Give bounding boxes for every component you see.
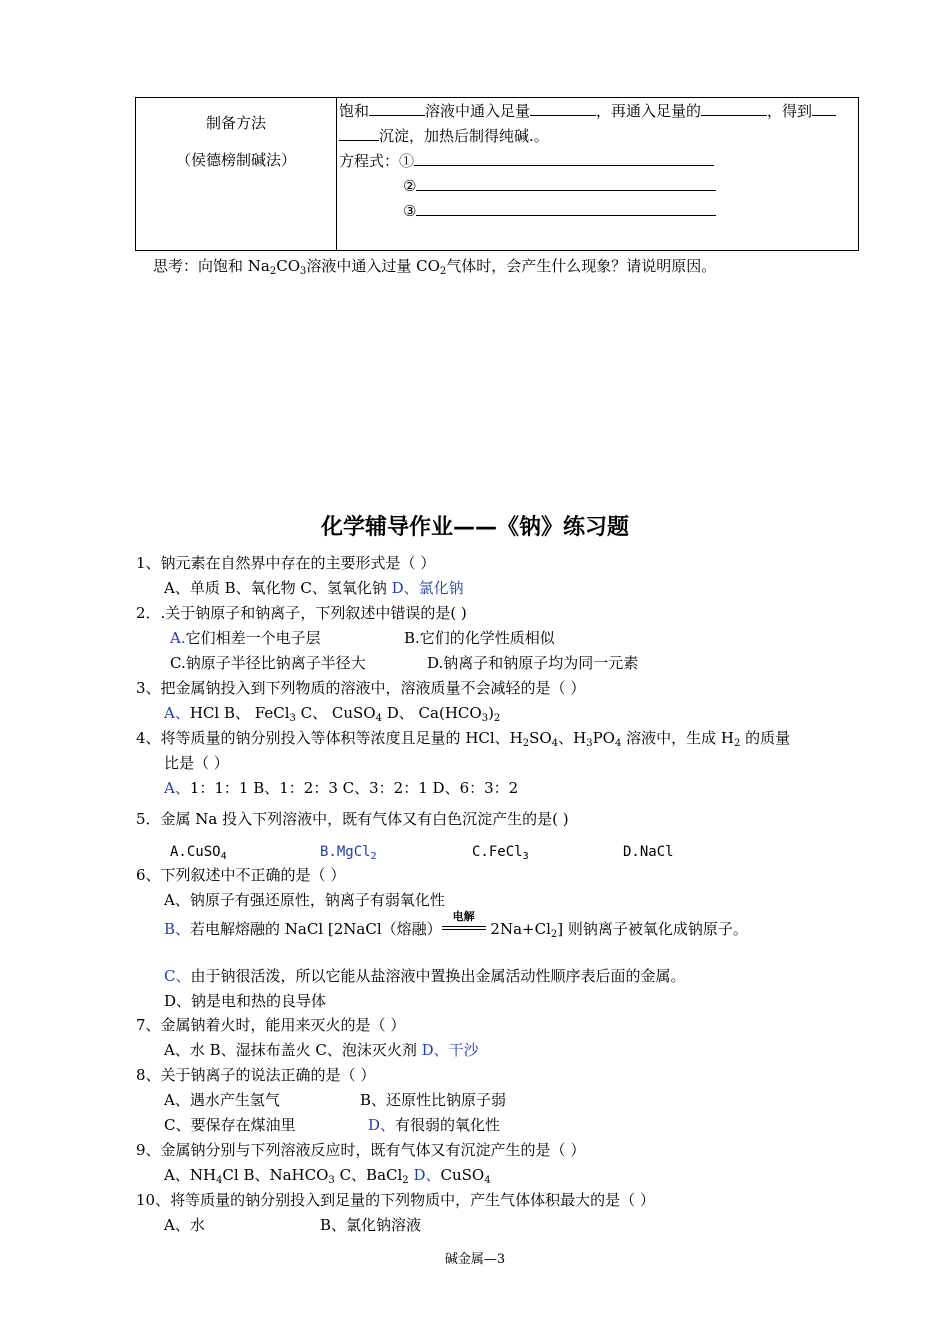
- q8-option-c: C、要保存在煤油里: [164, 1116, 296, 1134]
- q9-stem: 9、金属钠分别与下列溶液反应时，既有气体又有沉淀产生的是（ ）: [136, 1141, 586, 1159]
- q6-option-d: D、钠是电和热的良导体: [164, 992, 327, 1010]
- blank[interactable]: [530, 101, 596, 116]
- q10-option-b: B、氯化钠溶液: [320, 1216, 422, 1234]
- q3-stem: 3、把金属钠投入到下列物质的溶液中，溶液质量不会减轻的是（ ）: [136, 679, 586, 697]
- method-cell: [136, 98, 337, 251]
- content-line1: 饱和 溶液中通入足量 ，再通入足量的 ，得到: [339, 101, 836, 121]
- q5-option-d: D.NaCl: [623, 844, 674, 860]
- q4-stem-2: 比是（ ）: [164, 754, 229, 772]
- q1-stem: 1、钠元素在自然界中存在的主要形式是（ ）: [136, 554, 436, 572]
- q2-option-a: A.它们相差一个电子层: [170, 629, 321, 647]
- q8-stem: 8、关于钠离子的说法正确的是（ ）: [136, 1066, 376, 1084]
- blank[interactable]: [369, 101, 425, 116]
- page-footer: 碱金属—3: [444, 1252, 506, 1267]
- q7-options: A、水 B、湿抹布盖火 C、泡沫灭火剂 D、干沙: [164, 1041, 479, 1059]
- q5-option-b: B.MgCl$_2$: [320, 844, 377, 862]
- q10-stem: 10、将等质量的钠分别投入到足量的下列物质中，产生气体体积最大的是（ ）: [136, 1191, 655, 1209]
- q5-stem: 5．金属 Na 投入下列溶液中，既有气体又有白色沉淀产生的是( ): [136, 810, 569, 828]
- q5-option-a: A.CuSO$_4$: [170, 844, 227, 862]
- q7-stem: 7、金属钠着火时，能用来灭火的是（ ）: [136, 1016, 406, 1034]
- q6-option-a: A、钠原子有强还原性，钠离子有弱氧化性: [164, 891, 445, 909]
- content-line2: 沉淀，加热后制得纯碱.。: [339, 126, 549, 146]
- blank[interactable]: [416, 201, 716, 216]
- q8-option-d: D、有很弱的氧化性: [368, 1116, 501, 1134]
- q1-options: A、单质 B、氧化物 C、氢氧化钠 D、氯化钠: [164, 579, 464, 597]
- electrolysis-arrow: [442, 910, 486, 939]
- electrolysis-label: 电解: [452, 910, 475, 923]
- q6-option-b: B、若电解熔融的 NaCl [2NaCl（熔融） 电解 $2Na+Cl_2$] 则钠离子被氧化成钠原子。: [164, 910, 748, 940]
- q2-option-c: C.钠原子半径比钠离子半径大: [170, 654, 366, 672]
- q2-option-b: B.它们的化学性质相似: [404, 629, 555, 647]
- q2-option-d: D.钠离子和钠原子均为同一元素: [427, 654, 639, 672]
- q8-option-a: A、遇水产生氢气: [164, 1091, 280, 1109]
- q10-option-a: A、水: [164, 1216, 205, 1234]
- blank[interactable]: [414, 151, 714, 166]
- equation-2: ②: [403, 176, 716, 196]
- q6-option-c: C、由于钠很活泼，所以它能从盐溶液中置换出金属活动性顺序表后面的金属。: [164, 967, 686, 985]
- blank[interactable]: [339, 126, 379, 141]
- equation-1: 方程式：①: [339, 151, 714, 171]
- blank[interactable]: [416, 176, 716, 191]
- q9-options: A、$NH_4Cl$ B、NaHCO$_3$ C、BaCl$_2$ D、CuSO$_4$: [164, 1166, 491, 1186]
- q6-stem: 6、下列叙述中不正确的是（ ）: [136, 866, 346, 884]
- page-title: 化学辅导作业——《钠》练习题: [320, 515, 629, 540]
- prep-table: [135, 97, 859, 251]
- q8-option-b: B、还原性比钠原子弱: [360, 1091, 507, 1109]
- q3-options: A、HCl B、 FeCl$_3$ C、 CuSO$_4$ D、 $Ca(HCO_3)_2$: [164, 704, 501, 724]
- method-sub: （侯德榜制碱法）: [175, 151, 296, 169]
- q4-stem: 4、将等质量的钠分别投入等体积等浓度且足量的 HCl、$H_2SO_4$、$H_3PO_4$ 溶液中，生成 $H_2$ 的质量: [136, 729, 791, 749]
- equation-3: ③: [403, 201, 716, 221]
- blank[interactable]: [812, 101, 836, 116]
- q2-stem: 2．.关于钠原子和钠离子，下列叙述中错误的是( ): [136, 604, 467, 622]
- blank[interactable]: [701, 101, 767, 116]
- think-question: 思考：向饱和 $Na_2CO_3$溶液中通入过量 $CO_2$气体时，会产生什么现象？请说明原因。: [153, 257, 717, 277]
- content-cell: [337, 98, 859, 251]
- method-label: 制备方法: [205, 114, 266, 132]
- q4-options: A、1：1：1 B、1：2：3 C、3：2：1 D、6：3：2: [164, 779, 519, 797]
- q5-option-c: C.FeCl$_3$: [472, 844, 529, 862]
